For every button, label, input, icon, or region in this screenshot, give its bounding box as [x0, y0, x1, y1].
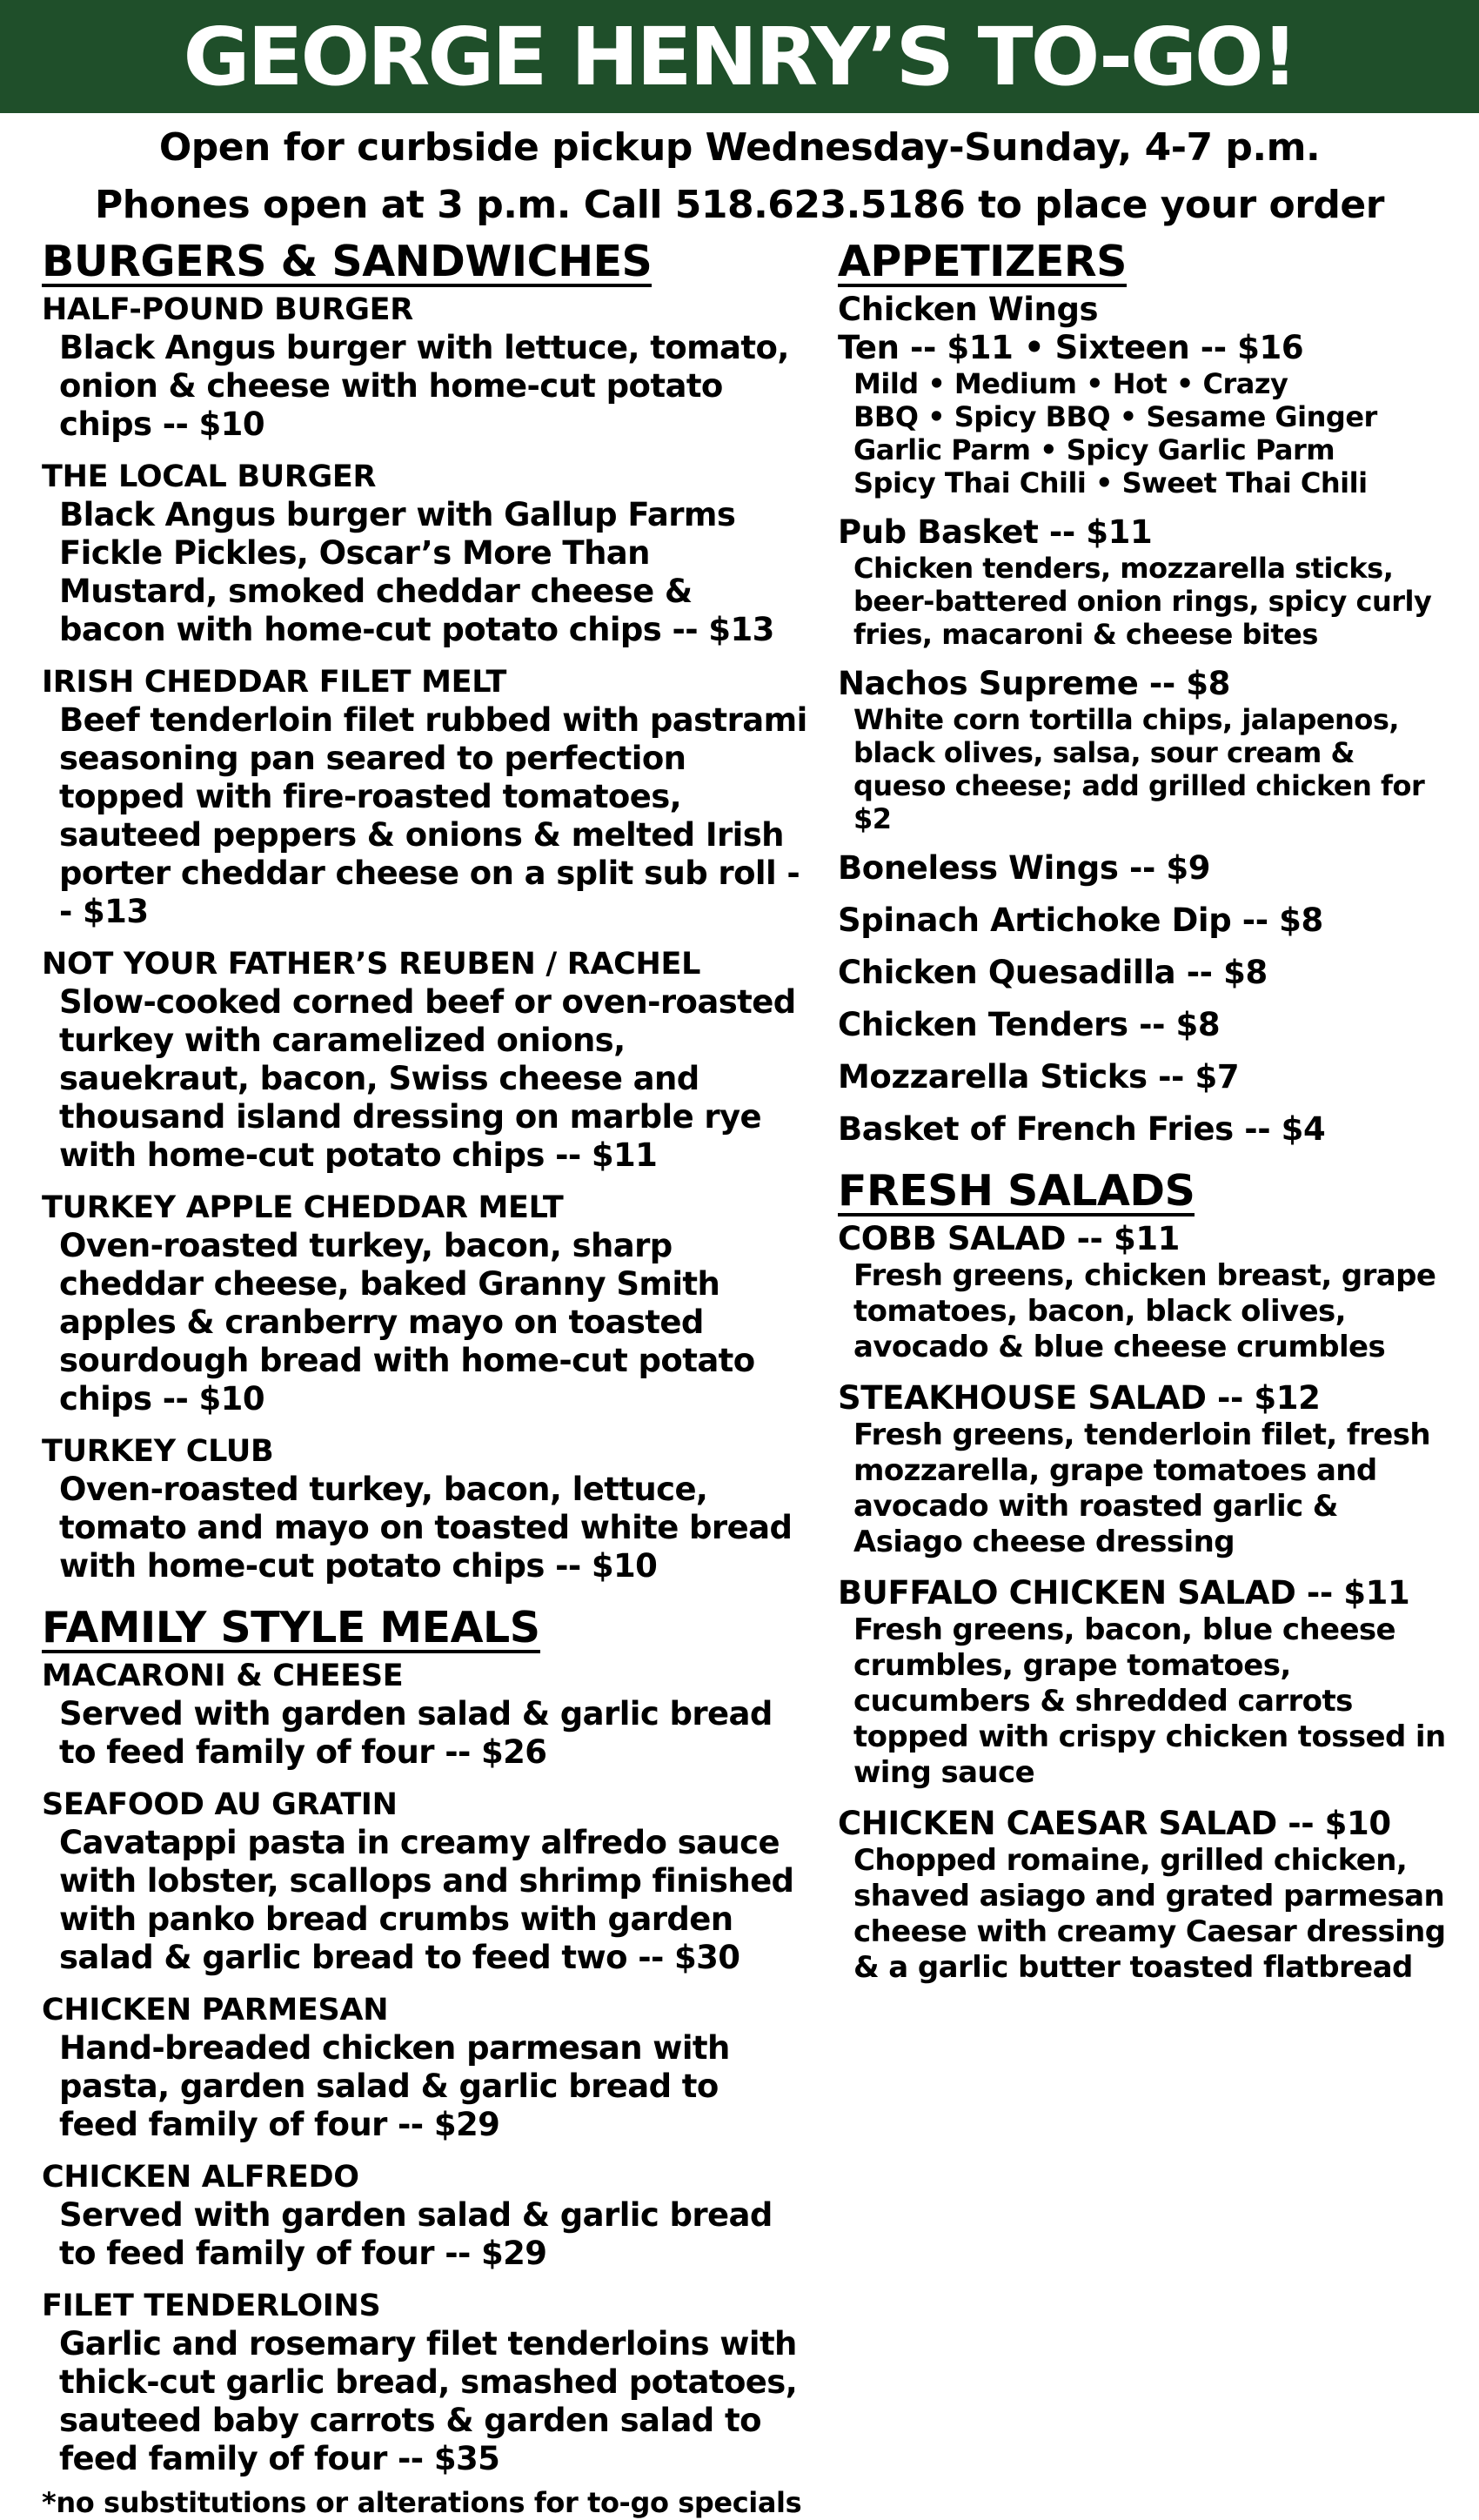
item-name: CHICKEN CAESAR SALAD -- $10 — [838, 1805, 1391, 1842]
item-description: Beef tenderloin filet rubbed with pastrami seasoning pan seared to perfection topped with fire-roasted tomatoes, sauteed peppers & onions & melted Irish porter cheddar cheese on a split sub roll -- $13 — [59, 701, 807, 930]
menu-item — [42, 1657, 807, 1772]
menu-item — [42, 663, 807, 931]
item-name: SEAFOOD AU GRATIN — [42, 1787, 398, 1822]
menu-item-wings — [838, 291, 1447, 499]
menu-item — [42, 1189, 807, 1418]
menu-item — [838, 1805, 1447, 1986]
menu-item-single: Chicken Tenders -- $8 — [838, 1006, 1221, 1043]
item-description: White corn tortilla chips, jalapenos, black olives, salsa, sour cream & queso cheese; add grilled chicken for $2 — [853, 703, 1425, 835]
wing-flavors: Spicy Thai Chili • Sweet Thai Chili — [853, 466, 1368, 499]
hours-line: Open for curbside pickup Wednesday-Sunday, 4-7 p.m. — [158, 125, 1321, 170]
right-column — [838, 237, 1447, 2000]
menu-item — [838, 665, 1447, 835]
wing-prices: Ten -- $11 • Sixteen -- $16 — [838, 329, 1304, 366]
item-name: FILET TENDERLOINS — [42, 2289, 381, 2323]
menu-columns — [0, 237, 1479, 2519]
item-name: IRISH CHEDDAR FILET MELT — [42, 665, 507, 700]
item-name: NOT YOUR FATHER’S REUBEN / RACHEL — [42, 947, 701, 982]
item-description: Black Angus burger with Gallup Farms Fickle Pickles, Oscar’s More Than Mustard, smoked cheddar cheese & bacon with home-cut potato chips -- $13 — [59, 496, 774, 648]
item-description: Oven-roasted turkey, bacon, lettuce, tomato and mayo on toasted white bread with home-cut potato chips -- $10 — [59, 1471, 793, 1585]
section-title-salads: FRESH SALADS — [838, 1166, 1195, 1216]
section-title-family: FAMILY STYLE MEALS — [42, 1603, 540, 1652]
menu-item-single: Mozzarella Sticks -- $7 — [838, 1058, 1240, 1096]
item-name: CHICKEN PARMESAN — [42, 1993, 389, 2027]
menu-item — [42, 1432, 807, 1585]
item-description: Hand-breaded chicken parmesan with pasta, garden salad & garlic bread to feed family of four -- $29 — [59, 2029, 730, 2143]
item-name: Pub Basket -- $11 — [838, 513, 1153, 551]
phone-line: Phones open at 3 p.m. Call 518.623.5186 to place your order — [95, 183, 1384, 227]
item-description: Fresh greens, bacon, blue cheese crumbles, grape tomatoes, cucumbers & shredded carrots topped with crispy chicken tossed in wing sauce — [853, 1612, 1446, 1790]
menu-item — [42, 2158, 807, 2273]
item-description: Slow-cooked corned beef or oven-roasted turkey with caramelized onions, sauekraut, bacon, Swiss cheese and thousand island dressing on marble rye with home-cut potato chips -- $11 — [59, 983, 796, 1174]
item-name: HALF-POUND BURGER — [42, 292, 413, 327]
item-description: Fresh greens, tenderloin filet, fresh mozzarella, grape tomatoes and avocado with roasted garlic & Asiago cheese dressing — [853, 1418, 1430, 1559]
item-description: Fresh greens, chicken breast, grape tomatoes, bacon, black olives, avocado & blue cheese crumbles — [853, 1258, 1436, 1364]
item-description: Served with garden salad & garlic bread to feed family of four -- $26 — [59, 1695, 773, 1771]
item-name: Nachos Supreme -- $8 — [838, 665, 1230, 702]
item-name: Chicken Wings — [838, 291, 1099, 328]
menu-item — [838, 1220, 1447, 1365]
item-name: MACARONI & CHEESE — [42, 1659, 404, 1693]
menu-item — [42, 291, 807, 444]
header-banner — [0, 0, 1479, 113]
item-description: Black Angus burger with lettuce, tomato, onion & cheese with home-cut potato chips -- $10 — [59, 329, 789, 443]
menu-item-single: Spinach Artichoke Dip -- $8 — [838, 901, 1323, 939]
item-description: Served with garden salad & garlic bread to feed family of four -- $29 — [59, 2196, 773, 2272]
item-name: COBB SALAD -- $11 — [838, 1220, 1181, 1257]
item-description: Chopped romaine, grilled chicken, shaved asiago and grated parmesan cheese with creamy Caesar dressing & a garlic butter toasted flatbread — [853, 1843, 1446, 1985]
item-description: Cavatappi pasta in creamy alfredo sauce with lobster, scallops and shrimp finished with panko bread crumbs with garden salad & garlic bread to feed two -- $30 — [59, 1824, 794, 1976]
wing-flavors: BBQ • Spicy BBQ • Sesame Ginger — [853, 400, 1377, 433]
menu-item — [838, 1379, 1447, 1560]
item-description: Oven-roasted turkey, bacon, sharp cheddar cheese, baked Granny Smith apples & cranberry mayo on toasted sourdough bread with home-cut potato chips -- $10 — [59, 1227, 755, 1418]
footnote: *no substitutions or alterations for to-go specials — [42, 2486, 802, 2519]
menu-item — [838, 1574, 1447, 1791]
menu-item-single: Chicken Quesadilla -- $8 — [838, 954, 1268, 991]
left-column — [42, 237, 807, 2520]
item-name: TURKEY CLUB — [42, 1434, 274, 1469]
menu-item — [838, 513, 1447, 651]
item-description: Chicken tenders, mozzarella sticks, beer-battered onion rings, spicy curly fries, macaroni & cheese bites — [853, 552, 1432, 651]
menu-item-single: Boneless Wings -- $9 — [838, 849, 1211, 887]
menu-item-single: Basket of French Fries -- $4 — [838, 1110, 1326, 1148]
item-name: BUFFALO CHICKEN SALAD -- $11 — [838, 1574, 1410, 1612]
item-description: Garlic and rosemary filet tenderloins with thick-cut garlic bread, smashed potatoes, sauteed baby carrots & garden salad to feed family of four -- $35 — [59, 2325, 798, 2477]
section-title-burgers: BURGERS & SANDWICHES — [42, 237, 652, 286]
menu-item — [42, 458, 807, 649]
item-name: STEAKHOUSE SALAD -- $12 — [838, 1379, 1321, 1417]
page-title: GEORGE HENRY’S TO-GO! — [183, 10, 1296, 104]
menu-item — [42, 1786, 807, 1977]
wing-flavors: Mild • Medium • Hot • Crazy — [853, 367, 1288, 400]
item-name: CHICKEN ALFREDO — [42, 2160, 359, 2195]
menu-item — [42, 2287, 807, 2478]
section-title-appetizers: APPETIZERS — [838, 237, 1127, 286]
menu-item — [42, 1991, 807, 2144]
menu-item — [42, 945, 807, 1175]
item-name: TURKEY APPLE CHEDDAR MELT — [42, 1190, 564, 1225]
wing-flavors: Garlic Parm • Spicy Garlic Parm — [853, 433, 1335, 466]
item-name: THE LOCAL BURGER — [42, 459, 377, 494]
